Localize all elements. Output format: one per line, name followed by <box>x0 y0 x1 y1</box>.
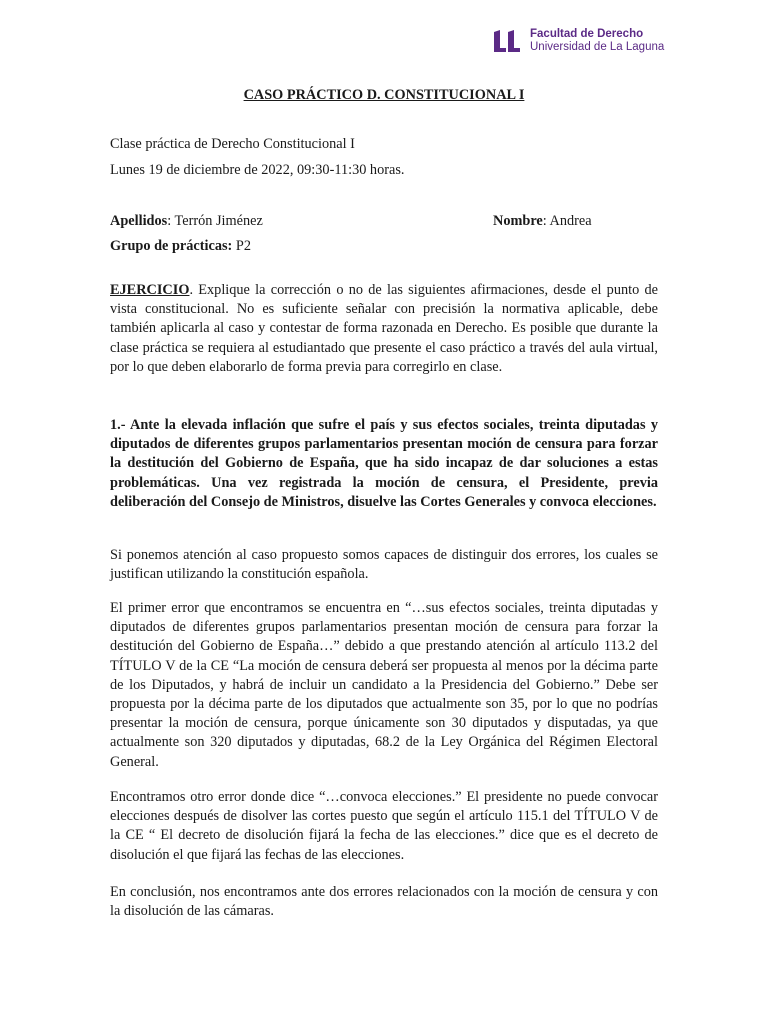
surname-label: Apellidos <box>110 213 168 229</box>
document-title: CASO PRÁCTICO D. CONSTITUCIONAL I <box>243 87 525 103</box>
answer-paragraph-4: En conclusión, nos encontramos ante dos errores relacionados con la moción de censura y con la disolución de las cámaras. <box>110 884 658 920</box>
group-field <box>110 237 251 256</box>
logo-faculty-name: Facultad de Derecho <box>530 28 644 40</box>
date-line: Lunes 19 de diciembre de 2022, 09:30-11:30 horas. <box>110 162 405 178</box>
group-label: Grupo de prácticas: <box>110 238 233 254</box>
faculty-logo <box>492 28 664 54</box>
surname-value: : Terrón Jiménez <box>167 213 263 229</box>
logo-university-name: Universidad de La Laguna <box>530 41 665 53</box>
question-1: 1.- Ante la elevada inflación que sufre el país y sus efectos sociales, treinta diputadas y diputados de diferentes grupos parlamentarios presentan moción de censura para forzar la destitución del Gobierno de España, que ha sido incapaz de dar soluciones a estas problemáticas. Una vez registrada la moción de censura, el Presidente, previa deliberación del Consejo de Ministros, disuelve las Cortes Generales y convoca elecciones. <box>110 417 658 510</box>
exercise-instructions <box>110 281 658 377</box>
class-line: Clase práctica de Derecho Constitucional I <box>110 136 355 152</box>
exercise-text: . Explique la corrección o no de las siguientes afirmaciones, desde el punto de vista constitucional. No es suficiente señalar con precisión la normativa aplicable, debe también aplicarla al caso y contestar de forma razonada en Derecho. Es posible que durante la clase práctica se requiera al estudiantado que presente el caso práctico a través del aula virtual, por lo que deben elaborarlo de forma previa para corregirlo en clase. <box>110 282 658 375</box>
group-value: P2 <box>232 238 251 254</box>
name-value: : Andrea <box>542 213 592 229</box>
answer-paragraph-2: El primer error que encontramos se encuentra en “…sus efectos sociales, treinta diputadas y diputados de diferentes grupos parlamentarios presentan moción de censura para forzar la destitución del Gobierno de España…” debido a que prestando atención al artículo 113.2 del TÍTULO V de la CE “La moción de censura deberá ser propuesta al menos por la décima parte de los Diputados, y habrá de incluir un candidato a la Presidencia del Gobierno.” Debe ser propuesta por la décima parte de los diputados que actualmente son 35, por lo que no podrías presentar la moción de censura, porque únicamente son 30 diputados y disputadas, ya que actualmente son 320 diputados y diputadas, 68.2 de la Ley Orgánica del Régimen Electoral General. <box>110 600 658 770</box>
name-label: Nombre <box>493 213 543 229</box>
name-field <box>493 212 592 231</box>
ull-logo-icon <box>492 28 522 54</box>
surname-field <box>110 212 263 231</box>
exercise-label: EJERCICIO <box>110 282 190 298</box>
answer-paragraph-1: Si ponemos atención al caso propuesto somos capaces de distinguir dos errores, los cuales se justifican utilizando la constitución española. <box>110 547 658 583</box>
answer-paragraph-3: Encontramos otro error donde dice “…convoca elecciones.” El presidente no puede convocar elecciones después de disolver las cortes puesto que según el artículo 115.1 del TÍTULO V de la CE “ El decreto de disolución fijará la fecha de las elecciones.” dice que es el decreto de disolución el que fijará las fechas de las elecciones. <box>110 789 658 863</box>
